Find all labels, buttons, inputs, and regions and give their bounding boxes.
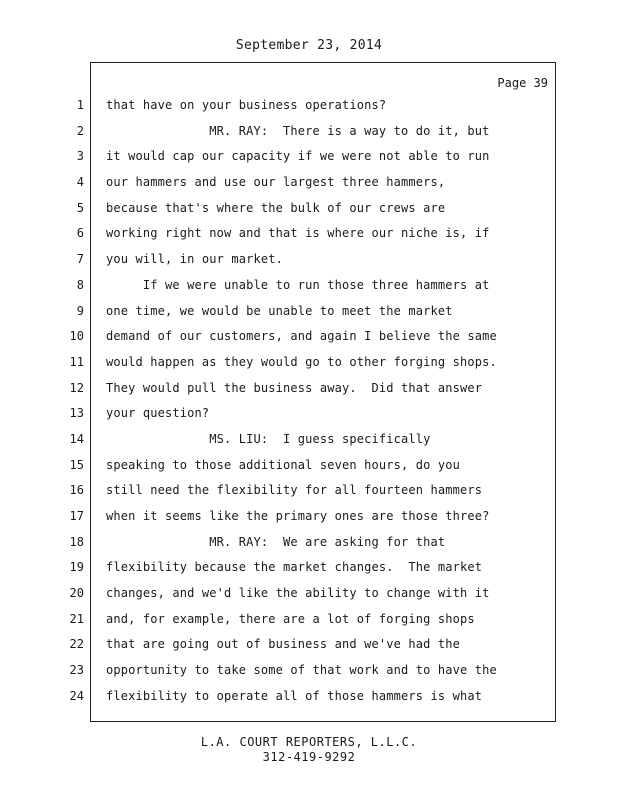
line-number: 3 xyxy=(76,149,84,164)
transcript-line: working right now and that is where our niche is, if xyxy=(106,226,490,241)
transcript-line: MS. LIU: I guess specifically xyxy=(106,431,431,446)
transcript-line: it would cap our capacity if we were not able to run xyxy=(106,149,490,164)
footer-phone: 312-419-9292 xyxy=(262,750,356,764)
line-number: 1 xyxy=(76,98,84,112)
transcript-line: opportunity to take some of that work and to have the xyxy=(106,663,497,678)
line-number: 23 xyxy=(69,663,84,678)
line-number: 9 xyxy=(76,303,84,318)
line-number: 11 xyxy=(69,354,84,369)
transcript-line: you will, in our market. xyxy=(106,252,283,267)
footer xyxy=(0,735,618,765)
transcript-line: MR. RAY: There is a way to do it, but xyxy=(106,123,490,138)
line-number: 12 xyxy=(69,380,84,395)
line-number: 7 xyxy=(76,252,84,267)
line-number: 15 xyxy=(69,457,84,472)
transcript-line: They would pull the business away. Did that answer xyxy=(106,380,483,395)
transcript-line: one time, we would be unable to meet the market xyxy=(106,303,453,318)
transcript-line: would happen as they would go to other forging shops. xyxy=(106,354,497,369)
transcript-line: our hammers and use our largest three hammers, xyxy=(106,175,446,190)
line-number: 10 xyxy=(69,329,84,344)
line-number: 8 xyxy=(76,277,84,292)
line-number: 4 xyxy=(76,175,84,190)
line-number: 22 xyxy=(69,637,84,652)
transcript-body xyxy=(106,95,546,712)
line-number: 16 xyxy=(69,483,84,498)
transcript-line: If we were unable to run those three hammers at xyxy=(106,277,490,292)
line-number: 14 xyxy=(69,431,84,446)
line-number: 5 xyxy=(76,200,84,215)
transcript-line: your question? xyxy=(106,406,210,421)
line-number: 20 xyxy=(69,586,84,601)
line-number: 24 xyxy=(69,688,84,703)
line-number: 13 xyxy=(69,406,84,421)
transcript-line: speaking to those additional seven hours, do you xyxy=(106,457,460,472)
transcript-line: demand of our customers, and again I believe the same xyxy=(106,329,497,344)
transcript-line: flexibility because the market changes. The market xyxy=(106,560,483,575)
line-number: 6 xyxy=(76,226,84,241)
line-number: 21 xyxy=(69,611,84,626)
transcript-line: because that's where the bulk of our crews are xyxy=(106,200,446,215)
footer-company: L.A. COURT REPORTERS, L.L.C. xyxy=(200,735,418,749)
line-number: 2 xyxy=(76,123,84,138)
line-number: 17 xyxy=(69,509,84,523)
line-number-column xyxy=(56,95,84,712)
page-number: Page 39 xyxy=(497,76,548,90)
line-number: 19 xyxy=(69,560,84,575)
transcript-line: still need the flexibility for all fourteen hammers xyxy=(106,483,483,498)
line-number: 18 xyxy=(69,534,84,549)
transcript-line: and, for example, there are a lot of forging shops xyxy=(106,611,475,626)
transcript-line: changes, and we'd like the ability to change with it xyxy=(106,586,490,601)
transcript-line: that are going out of business and we've had the xyxy=(106,637,460,652)
transcript-line: that have on your business operations? xyxy=(106,98,387,112)
header-date: September 23, 2014 xyxy=(235,38,383,53)
transcript-line: MR. RAY: We are asking for that xyxy=(106,534,446,549)
transcript-line: flexibility to operate all of those hammers is what xyxy=(106,688,483,703)
transcript-line: when it seems like the primary ones are those three? xyxy=(106,509,490,523)
